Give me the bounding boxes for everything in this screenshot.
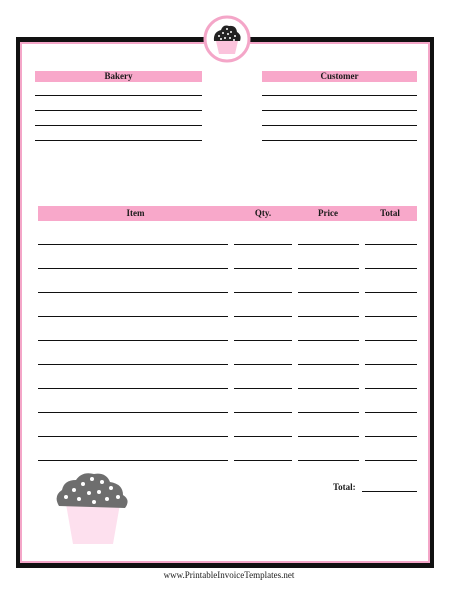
cupcake-badge-icon	[203, 15, 251, 63]
column-price: Price	[318, 208, 338, 218]
customer-line-3[interactable]	[262, 125, 417, 126]
table-row-9-total-line[interactable]	[365, 436, 417, 437]
bakery-line-3[interactable]	[35, 125, 202, 126]
table-row-5-qty-line[interactable]	[234, 340, 292, 341]
table-row-7-price-line[interactable]	[298, 388, 359, 389]
column-qty: Qty.	[254, 208, 272, 218]
customer-header: Customer	[262, 71, 417, 82]
column-item: Item	[126, 208, 145, 218]
items-table-header	[38, 206, 417, 221]
table-row-8-total-line[interactable]	[365, 412, 417, 413]
table-row-7-item-line[interactable]	[38, 388, 228, 389]
table-row-4-price-line[interactable]	[298, 316, 359, 317]
table-row-7-qty-line[interactable]	[234, 388, 292, 389]
footer-website: www.PrintableInvoiceTemplates.net	[163, 570, 295, 580]
table-row-8-item-line[interactable]	[38, 412, 228, 413]
bakery-line-2[interactable]	[35, 110, 202, 111]
table-row-3-qty-line[interactable]	[234, 292, 292, 293]
total-label: Total:	[333, 482, 356, 492]
table-row-6-qty-line[interactable]	[234, 364, 292, 365]
table-row-10-item-line[interactable]	[38, 460, 228, 461]
table-row-1-item-line[interactable]	[38, 244, 228, 245]
table-row-9-price-line[interactable]	[298, 436, 359, 437]
table-row-10-qty-line[interactable]	[234, 460, 292, 461]
table-row-6-price-line[interactable]	[298, 364, 359, 365]
table-row-3-item-line[interactable]	[38, 292, 228, 293]
bakery-line-1[interactable]	[35, 95, 202, 96]
table-row-8-qty-line[interactable]	[234, 412, 292, 413]
table-row-1-total-line[interactable]	[365, 244, 417, 245]
table-row-6-item-line[interactable]	[38, 364, 228, 365]
table-row-3-price-line[interactable]	[298, 292, 359, 293]
table-row-8-price-line[interactable]	[298, 412, 359, 413]
table-row-10-total-line[interactable]	[365, 460, 417, 461]
customer-line-4[interactable]	[262, 140, 417, 141]
bakery-header: Bakery	[35, 71, 202, 82]
table-row-2-item-line[interactable]	[38, 268, 228, 269]
table-row-3-total-line[interactable]	[365, 292, 417, 293]
table-row-6-total-line[interactable]	[365, 364, 417, 365]
table-row-4-item-line[interactable]	[38, 316, 228, 317]
table-row-1-price-line[interactable]	[298, 244, 359, 245]
table-row-9-qty-line[interactable]	[234, 436, 292, 437]
table-row-5-total-line[interactable]	[365, 340, 417, 341]
table-row-5-item-line[interactable]	[38, 340, 228, 341]
table-row-2-price-line[interactable]	[298, 268, 359, 269]
cupcake-icon	[50, 468, 134, 546]
customer-line-1[interactable]	[262, 95, 417, 96]
bakery-line-4[interactable]	[35, 140, 202, 141]
customer-line-2[interactable]	[262, 110, 417, 111]
table-row-1-qty-line[interactable]	[234, 244, 292, 245]
table-row-4-qty-line[interactable]	[234, 316, 292, 317]
total-line[interactable]	[362, 491, 417, 492]
column-total: Total	[380, 208, 400, 218]
table-row-10-price-line[interactable]	[298, 460, 359, 461]
table-row-7-total-line[interactable]	[365, 388, 417, 389]
table-row-4-total-line[interactable]	[365, 316, 417, 317]
table-row-2-qty-line[interactable]	[234, 268, 292, 269]
table-row-2-total-line[interactable]	[365, 268, 417, 269]
table-row-9-item-line[interactable]	[38, 436, 228, 437]
table-row-5-price-line[interactable]	[298, 340, 359, 341]
